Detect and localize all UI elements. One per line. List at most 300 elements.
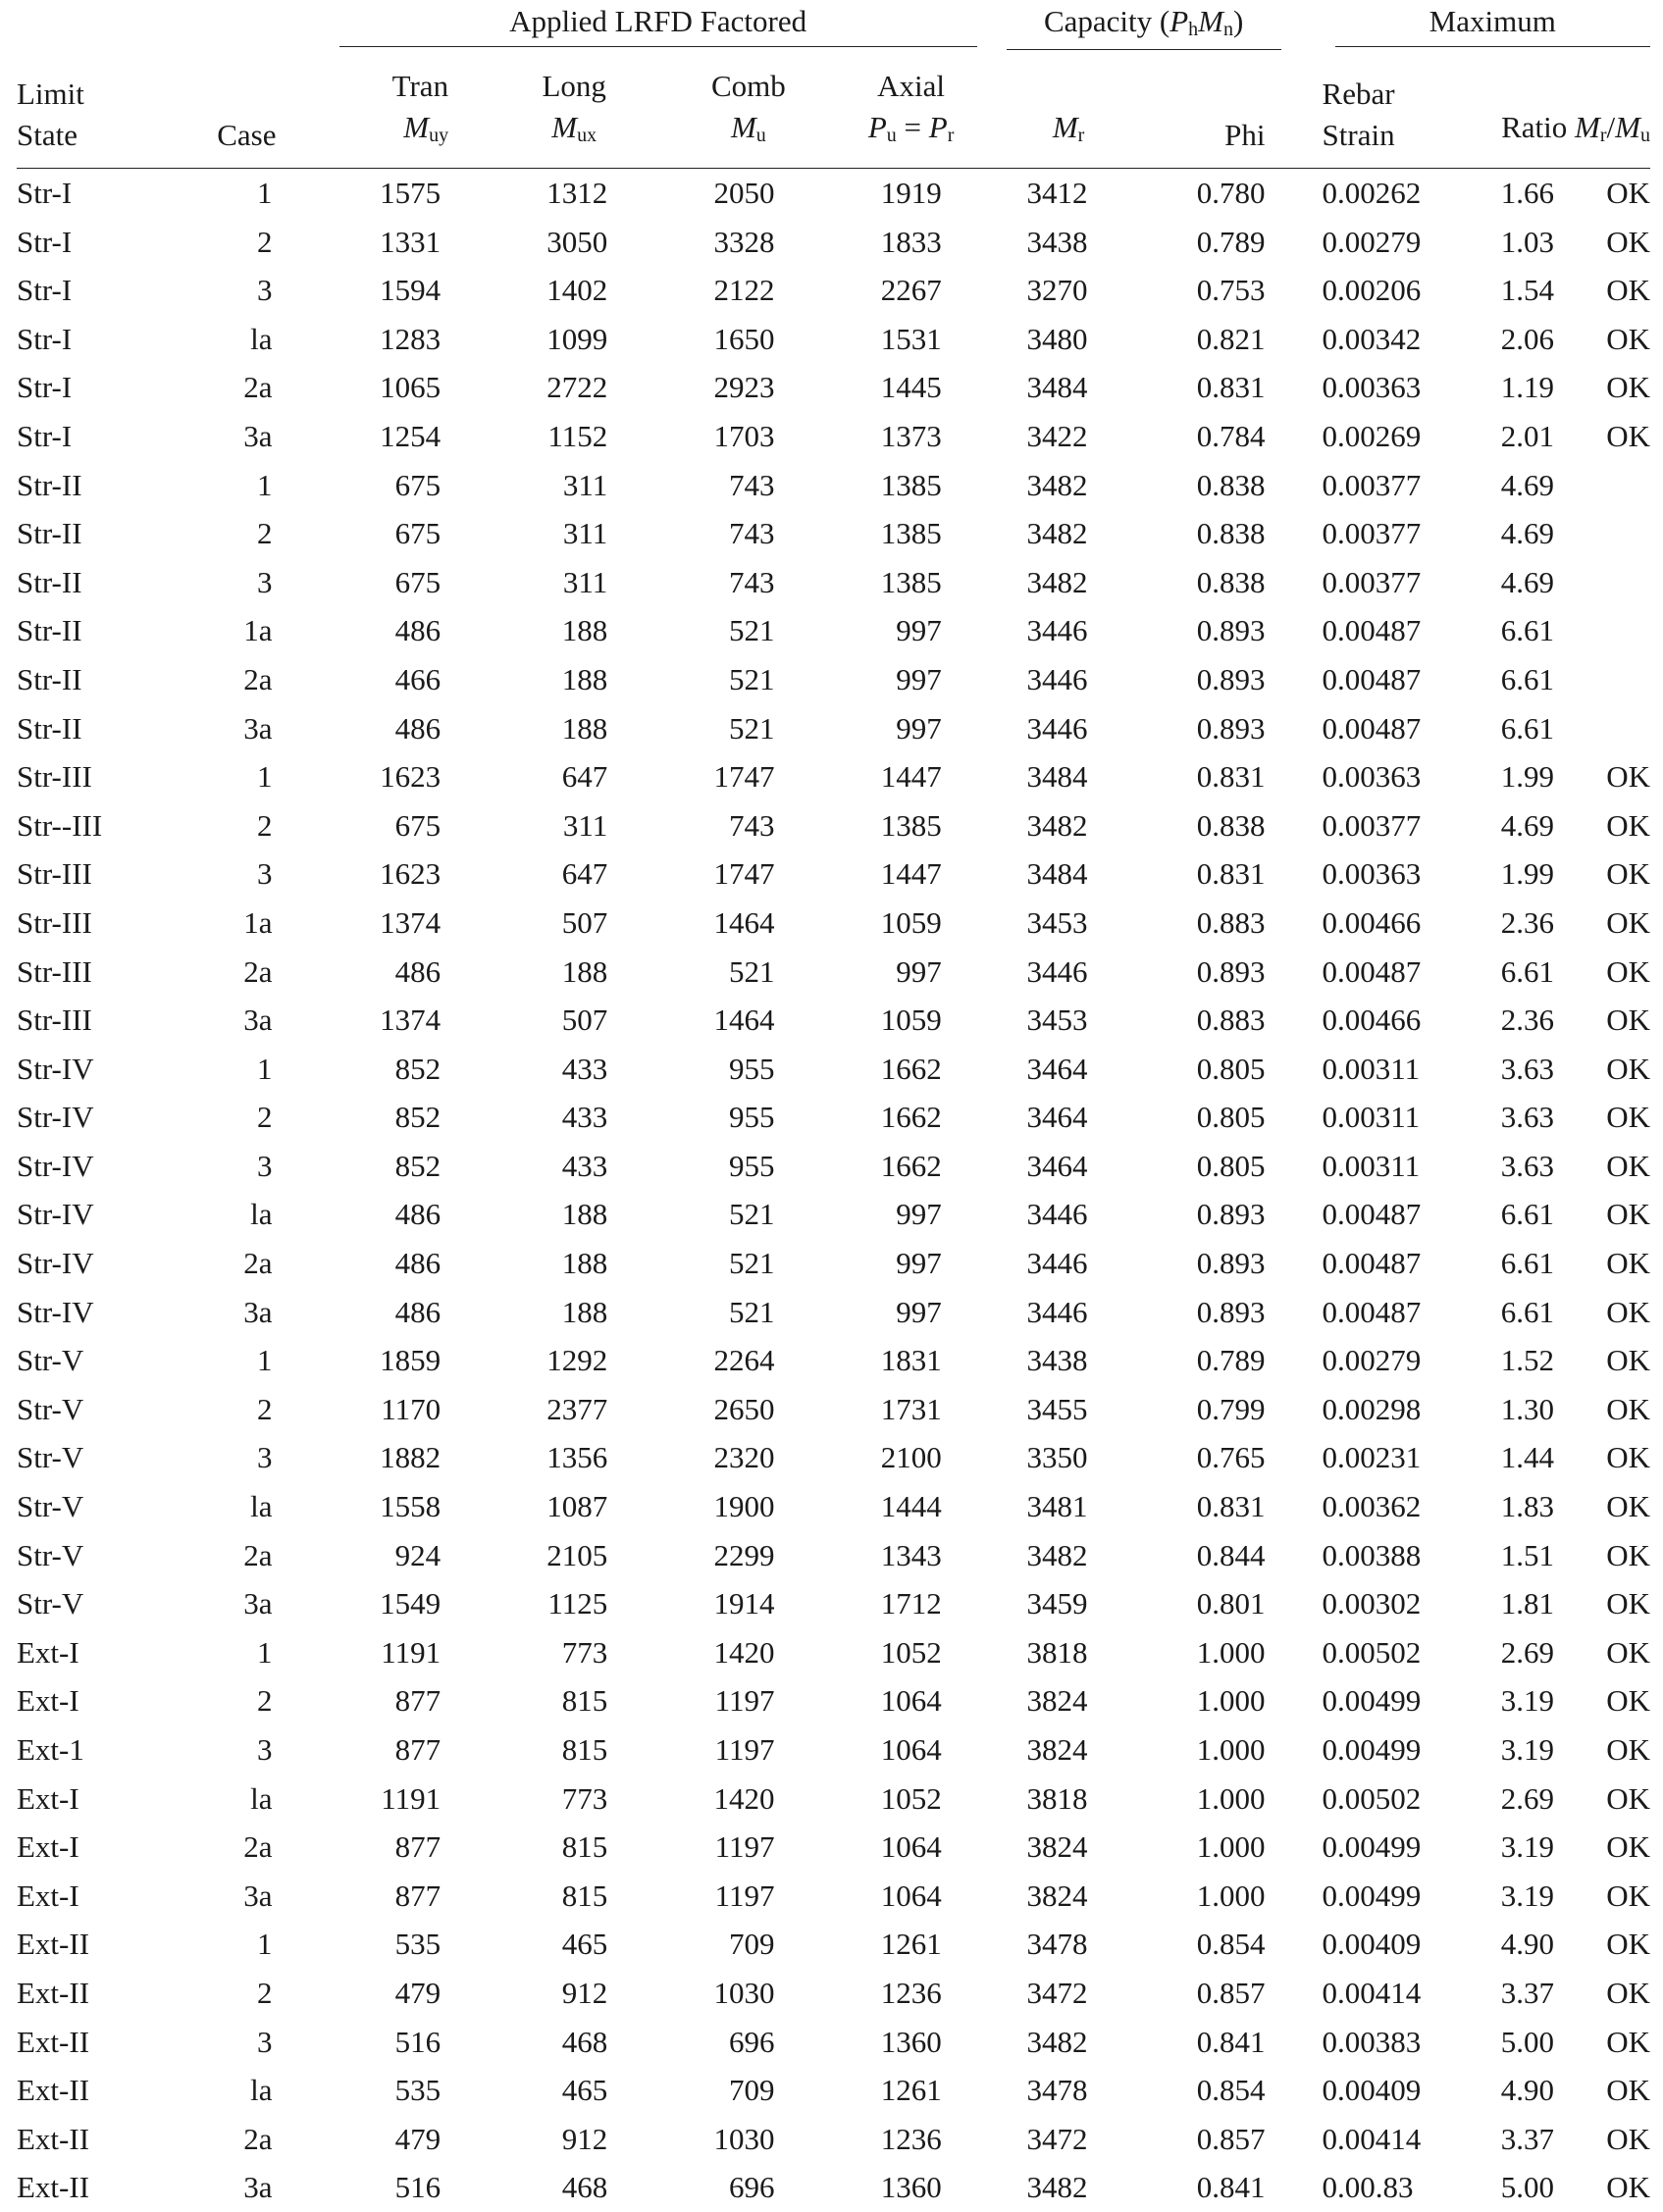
table-row (17, 1288, 1650, 1337)
cell-axial-pu: 1236 (880, 1975, 942, 2010)
cell-long-mux: 465 (561, 2073, 608, 2108)
cell-limit-state: Str-I (17, 273, 73, 308)
cell-rebar-strain: 0.00311 (1322, 1051, 1421, 1086)
cell-comb-mu: 2050 (713, 176, 775, 210)
cell-limit-state: Ext-I (17, 1780, 79, 1816)
cell-long-mux: 3050 (546, 224, 608, 259)
cell-rebar-strain: 0.00487 (1322, 1294, 1422, 1329)
cell-long-mux: 1356 (546, 1440, 608, 1475)
cell-rebar-strain: 0.00279 (1322, 1343, 1422, 1378)
cell-limit-state: Ext-I (17, 1829, 79, 1865)
cell-axial-pu: 2267 (880, 273, 942, 308)
cell-long-mux: 1152 (547, 418, 608, 453)
cell-capacity-mr: 3480 (1026, 321, 1088, 356)
cell-capacity-mr: 3482 (1026, 2170, 1088, 2205)
cell-axial-pu: 1919 (880, 176, 942, 210)
table-row (17, 2115, 1650, 2164)
cell-case: 2 (257, 807, 273, 843)
cell-ratio: 3.63 (1500, 1148, 1554, 1183)
cell-ratio: 5.00 (1500, 2170, 1554, 2205)
cell-status: OK (1606, 1829, 1650, 1865)
cell-rebar-strain: 0.00487 (1322, 613, 1422, 648)
table-row (17, 801, 1650, 850)
cell-rebar-strain: 0.00499 (1322, 1732, 1422, 1767)
col-header-ratio (1468, 55, 1650, 169)
cell-phi: 0.799 (1196, 1391, 1266, 1426)
cell-tran-muy: 852 (394, 1051, 442, 1086)
cell-status: OK (1606, 807, 1650, 843)
cell-phi: 0.893 (1196, 613, 1266, 648)
group-maximum-rule (1335, 46, 1650, 47)
cell-limit-state: Ext-1 (17, 1732, 84, 1767)
cell-case: la (250, 1197, 273, 1232)
cell-rebar-strain: 0.00262 (1322, 176, 1422, 210)
cell-phi: 0.838 (1196, 807, 1266, 843)
cell-limit-state: Str-II (17, 613, 82, 648)
cell-capacity-mr: 3446 (1026, 1246, 1088, 1281)
cell-rebar-strain: 0.00502 (1322, 1780, 1422, 1816)
cell-status: OK (1606, 1343, 1650, 1378)
cell-phi: 0.893 (1196, 661, 1266, 696)
cell-comb-mu: 1747 (713, 856, 775, 892)
table-row (17, 1142, 1650, 1191)
cell-comb-mu: 521 (728, 1197, 775, 1232)
cell-case: 3a (243, 1878, 273, 1913)
col-header-comb (643, 55, 809, 169)
cell-comb-mu: 1420 (713, 1634, 775, 1670)
col-comb-line1: Comb (710, 69, 786, 103)
cell-limit-state: Ext-I (17, 1683, 79, 1719)
cell-rebar-strain: 0.00383 (1322, 2024, 1422, 2059)
table-row (17, 412, 1650, 461)
cell-limit-state: Ext-II (17, 1975, 90, 2010)
cell-limit-state: Str-III (17, 1003, 92, 1038)
cell-axial-pu: 1064 (880, 1683, 942, 1719)
cell-case: 2 (257, 516, 273, 551)
cell-limit-state: Str-V (17, 1440, 84, 1475)
cell-long-mux: 507 (561, 904, 608, 940)
cell-rebar-strain: 0.00409 (1322, 2073, 1422, 2108)
table-row (17, 1969, 1650, 2018)
cell-phi: 0.857 (1196, 2121, 1266, 2156)
cell-comb-mu: 1900 (713, 1489, 775, 1524)
cell-phi: 0.893 (1196, 953, 1266, 989)
cell-limit-state: Ext-II (17, 1927, 90, 1962)
cell-limit-state: Str-IV (17, 1197, 94, 1232)
cell-phi: 0.844 (1196, 1537, 1266, 1572)
table-row (17, 1823, 1650, 1872)
cell-long-mux: 188 (561, 661, 608, 696)
cell-capacity-mr: 3350 (1026, 1440, 1088, 1475)
cell-comb-mu: 521 (728, 710, 775, 746)
table-row (17, 1775, 1650, 1824)
cell-axial-pu: 1531 (880, 321, 942, 356)
cell-comb-mu: 2320 (713, 1440, 775, 1475)
cell-tran-muy: 1623 (380, 856, 442, 892)
cell-rebar-strain: 0.00311 (1322, 1100, 1421, 1135)
cell-long-mux: 912 (561, 1975, 608, 2010)
cell-comb-mu: 709 (728, 2073, 775, 2108)
cell-limit-state: Str-V (17, 1391, 84, 1426)
cell-tran-muy: 516 (394, 2024, 442, 2059)
cell-case: 1 (257, 1634, 273, 1670)
cell-tran-muy: 1594 (380, 273, 442, 308)
cell-rebar-strain: 0.00487 (1322, 953, 1422, 989)
cell-limit-state: Str-IV (17, 1051, 94, 1086)
col-header-long (476, 55, 643, 169)
table-row (17, 606, 1650, 655)
cell-phi: 0.831 (1196, 759, 1266, 795)
table-row (17, 363, 1650, 412)
cell-comb-mu: 1197 (714, 1829, 775, 1865)
table-row (17, 266, 1650, 315)
cell-rebar-strain: 0.00302 (1322, 1586, 1422, 1621)
cell-ratio: 1.66 (1500, 176, 1554, 210)
cell-limit-state: Str-III (17, 953, 92, 989)
col-comb-symbol: $M_u$ (730, 110, 766, 146)
table-row (17, 1093, 1650, 1142)
cell-comb-mu: 955 (728, 1100, 775, 1135)
cell-ratio: 6.61 (1500, 661, 1554, 696)
cell-rebar-strain: 0.00487 (1322, 1246, 1422, 1281)
cell-case: la (250, 1780, 273, 1816)
cell-capacity-mr: 3481 (1026, 1489, 1088, 1524)
cell-phi: 1.000 (1196, 1732, 1266, 1767)
cell-rebar-strain: 0.00487 (1322, 710, 1422, 746)
cell-tran-muy: 924 (394, 1537, 442, 1572)
cell-long-mux: 815 (561, 1732, 608, 1767)
cell-ratio: 3.63 (1500, 1051, 1554, 1086)
cell-tran-muy: 675 (394, 564, 442, 599)
cell-rebar-strain: 0.00269 (1322, 418, 1422, 453)
col-limit-state-line2: State (17, 118, 78, 152)
cell-ratio: 1.30 (1500, 1391, 1554, 1426)
cell-phi: 1.000 (1196, 1780, 1266, 1816)
cell-rebar-strain: 0.00377 (1322, 807, 1422, 843)
cell-ratio: 1.81 (1500, 1586, 1554, 1621)
cell-tran-muy: 1374 (380, 904, 442, 940)
table-row (17, 1676, 1650, 1725)
cell-case: 3a (243, 418, 273, 453)
col-axial-symbol: $P_u = P_r$ (867, 110, 955, 146)
cell-phi: 0.854 (1196, 1927, 1266, 1962)
cell-status: OK (1606, 1391, 1650, 1426)
cell-long-mux: 773 (561, 1780, 608, 1816)
cell-ratio: 2.69 (1500, 1780, 1554, 1816)
cell-case: 3 (257, 1440, 273, 1475)
col-limit-state-line1: Limit (17, 77, 84, 111)
cell-long-mux: 1402 (546, 273, 608, 308)
cell-comb-mu: 1420 (713, 1780, 775, 1816)
col-axial-line1: Axial (877, 69, 946, 103)
cell-limit-state: Str-I (17, 370, 73, 405)
cell-capacity-mr: 3824 (1026, 1878, 1088, 1913)
cell-case: 3 (257, 564, 273, 599)
cell-limit-state: Str-I (17, 418, 73, 453)
cell-ratio: 1.44 (1500, 1440, 1554, 1475)
cell-phi: 0.854 (1196, 2073, 1266, 2108)
group-applied-lrfd (320, 0, 977, 55)
cell-long-mux: 311 (562, 807, 608, 843)
cell-limit-state: Str-II (17, 467, 82, 502)
cell-axial-pu: 1385 (880, 564, 942, 599)
cell-tran-muy: 516 (394, 2170, 442, 2205)
cell-axial-pu: 997 (896, 953, 942, 989)
cell-limit-state: Str-IV (17, 1100, 94, 1135)
table-body (17, 169, 1650, 2212)
group-capacity (977, 0, 1301, 55)
cell-limit-state: Str-IV (17, 1246, 94, 1281)
col-header-axial (809, 55, 976, 169)
cell-rebar-strain: 0.00363 (1322, 370, 1422, 405)
cell-case: 1 (257, 1051, 273, 1086)
cell-rebar-strain: 0.00499 (1322, 1878, 1422, 1913)
cell-ratio: 2.69 (1500, 1634, 1554, 1670)
cell-comb-mu: 2264 (713, 1343, 775, 1378)
cell-ratio: 6.61 (1500, 710, 1554, 746)
col-long-line1: Long (542, 69, 606, 103)
cell-tran-muy: 486 (394, 613, 442, 648)
cell-status: OK (1606, 321, 1650, 356)
cell-case: 2a (243, 661, 273, 696)
cell-case: 3 (257, 1732, 273, 1767)
cell-comb-mu: 1197 (714, 1683, 775, 1719)
cell-comb-mu: 2650 (713, 1391, 775, 1426)
group-capacity-rule (1007, 49, 1281, 50)
cell-case: 2a (243, 2121, 273, 2156)
cell-capacity-mr: 3478 (1026, 1927, 1088, 1962)
cell-axial-pu: 2100 (880, 1440, 942, 1475)
cell-axial-pu: 1447 (880, 856, 942, 892)
cell-phi: 0.789 (1196, 1343, 1266, 1378)
cell-status: OK (1606, 1975, 1650, 2010)
cell-case: 3a (243, 710, 273, 746)
table-row (17, 1531, 1650, 1580)
cell-long-mux: 815 (561, 1878, 608, 1913)
group-capacity-label: Capacity $(P_hM_n)$ (1043, 4, 1244, 40)
table-row (17, 1579, 1650, 1628)
cell-axial-pu: 1052 (880, 1634, 942, 1670)
table-row (17, 704, 1650, 753)
cell-limit-state: Str-IV (17, 1148, 94, 1183)
cell-axial-pu: 1052 (880, 1780, 942, 1816)
cell-ratio: 1.83 (1500, 1489, 1554, 1524)
cell-long-mux: 1087 (546, 1489, 608, 1524)
cell-rebar-strain: 0.00499 (1322, 1829, 1422, 1865)
cell-ratio: 5.00 (1500, 2024, 1554, 2059)
cell-status: OK (1606, 1197, 1650, 1232)
cell-case: la (250, 2073, 273, 2108)
cell-capacity-mr: 3464 (1026, 1051, 1088, 1086)
cell-rebar-strain: 0.00388 (1322, 1537, 1422, 1572)
cell-case: 1 (257, 1927, 273, 1962)
col-header-limit-state (17, 55, 215, 169)
cell-comb-mu: 1030 (713, 1975, 775, 2010)
cell-case: 3a (243, 2170, 273, 2205)
cell-axial-pu: 997 (896, 613, 942, 648)
cell-long-mux: 2105 (546, 1537, 608, 1572)
cell-comb-mu: 1914 (713, 1586, 775, 1621)
group-maximum (1301, 0, 1650, 55)
cell-tran-muy: 486 (394, 1294, 442, 1329)
cell-phi: 0.780 (1196, 176, 1266, 210)
cell-status: OK (1606, 176, 1650, 210)
cell-limit-state: Str-V (17, 1489, 84, 1524)
cell-long-mux: 815 (561, 1829, 608, 1865)
cell-status: OK (1606, 1586, 1650, 1621)
cell-long-mux: 311 (562, 516, 608, 551)
table-row (17, 2163, 1650, 2212)
cell-long-mux: 647 (561, 856, 608, 892)
cell-case: 2a (243, 1829, 273, 1865)
cell-case: 1 (257, 759, 273, 795)
cell-long-mux: 433 (561, 1100, 608, 1135)
header-group-row (17, 0, 1650, 55)
cell-long-mux: 465 (561, 1927, 608, 1962)
cell-comb-mu: 1464 (713, 1003, 775, 1038)
cell-capacity-mr: 3464 (1026, 1100, 1088, 1135)
cell-ratio: 6.61 (1500, 953, 1554, 989)
cell-tran-muy: 1623 (380, 759, 442, 795)
cell-axial-pu: 1445 (880, 370, 942, 405)
cell-long-mux: 311 (562, 467, 608, 502)
cell-limit-state: Str-III (17, 759, 92, 795)
cell-capacity-mr: 3455 (1026, 1391, 1088, 1426)
cell-long-mux: 912 (561, 2121, 608, 2156)
cell-capacity-mr: 3472 (1026, 1975, 1088, 2010)
cell-case: 2 (257, 224, 273, 259)
cell-capacity-mr: 3824 (1026, 1683, 1088, 1719)
table-row (17, 1190, 1650, 1239)
cell-status: OK (1606, 1683, 1650, 1719)
cell-capacity-mr: 3482 (1026, 467, 1088, 502)
cell-comb-mu: 1197 (714, 1878, 775, 1913)
cell-long-mux: 188 (561, 710, 608, 746)
cell-capacity-mr: 3446 (1026, 661, 1088, 696)
cell-rebar-strain: 0.00363 (1322, 759, 1422, 795)
cell-phi: 0.831 (1196, 1489, 1266, 1524)
cell-phi: 0.805 (1196, 1100, 1266, 1135)
cell-status: OK (1606, 1003, 1650, 1038)
cell-status: OK (1606, 224, 1650, 259)
col-long-symbol: $M_{ux}$ (551, 110, 598, 146)
cell-rebar-strain: 0.00487 (1322, 1197, 1422, 1232)
col-tran-line1: Tran (391, 69, 449, 103)
group-maximum-label: Maximum (1429, 4, 1556, 38)
table-row (17, 1433, 1650, 1482)
cell-axial-pu: 1833 (880, 224, 942, 259)
cell-phi: 0.831 (1196, 370, 1266, 405)
cell-limit-state: Str-II (17, 661, 82, 696)
cell-capacity-mr: 3482 (1026, 1537, 1088, 1572)
cell-comb-mu: 521 (728, 1246, 775, 1281)
cell-phi: 0.893 (1196, 1294, 1266, 1329)
cell-ratio: 4.69 (1500, 467, 1554, 502)
cell-long-mux: 773 (561, 1634, 608, 1670)
cell-case: 2a (243, 1246, 273, 1281)
cell-status: OK (1606, 2170, 1650, 2205)
cell-axial-pu: 1385 (880, 467, 942, 502)
cell-rebar-strain: 0.00342 (1322, 321, 1422, 356)
cell-comb-mu: 3328 (713, 224, 775, 259)
cell-phi: 0.838 (1196, 516, 1266, 551)
table-row (17, 655, 1650, 704)
table-row (17, 752, 1650, 801)
cell-rebar-strain: 0.00.83 (1322, 2170, 1414, 2205)
cell-comb-mu: 1650 (713, 321, 775, 356)
table-row (17, 558, 1650, 607)
table-row (17, 1628, 1650, 1677)
cell-capacity-mr: 3422 (1026, 418, 1088, 453)
table-row (17, 1336, 1650, 1385)
cell-capacity-mr: 3446 (1026, 613, 1088, 648)
cell-rebar-strain: 0.00206 (1322, 273, 1422, 308)
cell-long-mux: 433 (561, 1148, 608, 1183)
cell-phi: 0.789 (1196, 224, 1266, 259)
cell-long-mux: 188 (561, 1246, 608, 1281)
cell-comb-mu: 743 (728, 516, 775, 551)
col-mr-symbol: $M_r$ (1052, 110, 1085, 146)
cell-ratio: 3.19 (1500, 1683, 1554, 1719)
cell-axial-pu: 997 (896, 710, 942, 746)
cell-comb-mu: 521 (728, 661, 775, 696)
cell-case: la (250, 1489, 273, 1524)
cell-tran-muy: 1575 (380, 176, 442, 210)
cell-tran-muy: 486 (394, 710, 442, 746)
cell-comb-mu: 696 (728, 2024, 775, 2059)
cell-tran-muy: 1170 (381, 1391, 442, 1426)
table-row (17, 1872, 1650, 1921)
cell-limit-state: Str-III (17, 856, 92, 892)
cell-long-mux: 1125 (547, 1586, 608, 1621)
cell-long-mux: 188 (561, 953, 608, 989)
cell-rebar-strain: 0.00231 (1322, 1440, 1422, 1475)
cell-case: 3a (243, 1294, 273, 1329)
table-row (17, 1385, 1650, 1434)
cell-phi: 0.883 (1196, 904, 1266, 940)
cell-tran-muy: 466 (394, 661, 442, 696)
cell-case: 2a (243, 953, 273, 989)
cell-axial-pu: 1662 (880, 1051, 942, 1086)
cell-phi: 0.765 (1196, 1440, 1266, 1475)
cell-axial-pu: 1373 (880, 418, 942, 453)
table-row (17, 315, 1650, 364)
cell-comb-mu: 955 (728, 1148, 775, 1183)
cell-limit-state: Str-I (17, 224, 73, 259)
cell-tran-muy: 675 (394, 467, 442, 502)
cell-phi: 0.883 (1196, 1003, 1266, 1038)
table-row (17, 1920, 1650, 1969)
cell-limit-state: Str-III (17, 904, 92, 940)
cell-phi: 0.841 (1196, 2024, 1266, 2059)
cell-capacity-mr: 3824 (1026, 1732, 1088, 1767)
cell-axial-pu: 1360 (880, 2024, 942, 2059)
cell-rebar-strain: 0.00363 (1322, 856, 1422, 892)
cell-limit-state: Ext-I (17, 1634, 79, 1670)
cell-status: OK (1606, 1440, 1650, 1475)
cell-axial-pu: 1343 (880, 1537, 942, 1572)
cell-case: 3a (243, 1003, 273, 1038)
table-row (17, 2018, 1650, 2067)
cell-limit-state: Str-V (17, 1343, 84, 1378)
col-header-rebar-strain (1301, 55, 1468, 169)
table-row (17, 2066, 1650, 2115)
cell-status: OK (1606, 759, 1650, 795)
cell-case: 1a (243, 904, 273, 940)
cell-capacity-mr: 3478 (1026, 2073, 1088, 2108)
cell-phi: 0.801 (1196, 1586, 1266, 1621)
cell-rebar-strain: 0.00377 (1322, 564, 1422, 599)
